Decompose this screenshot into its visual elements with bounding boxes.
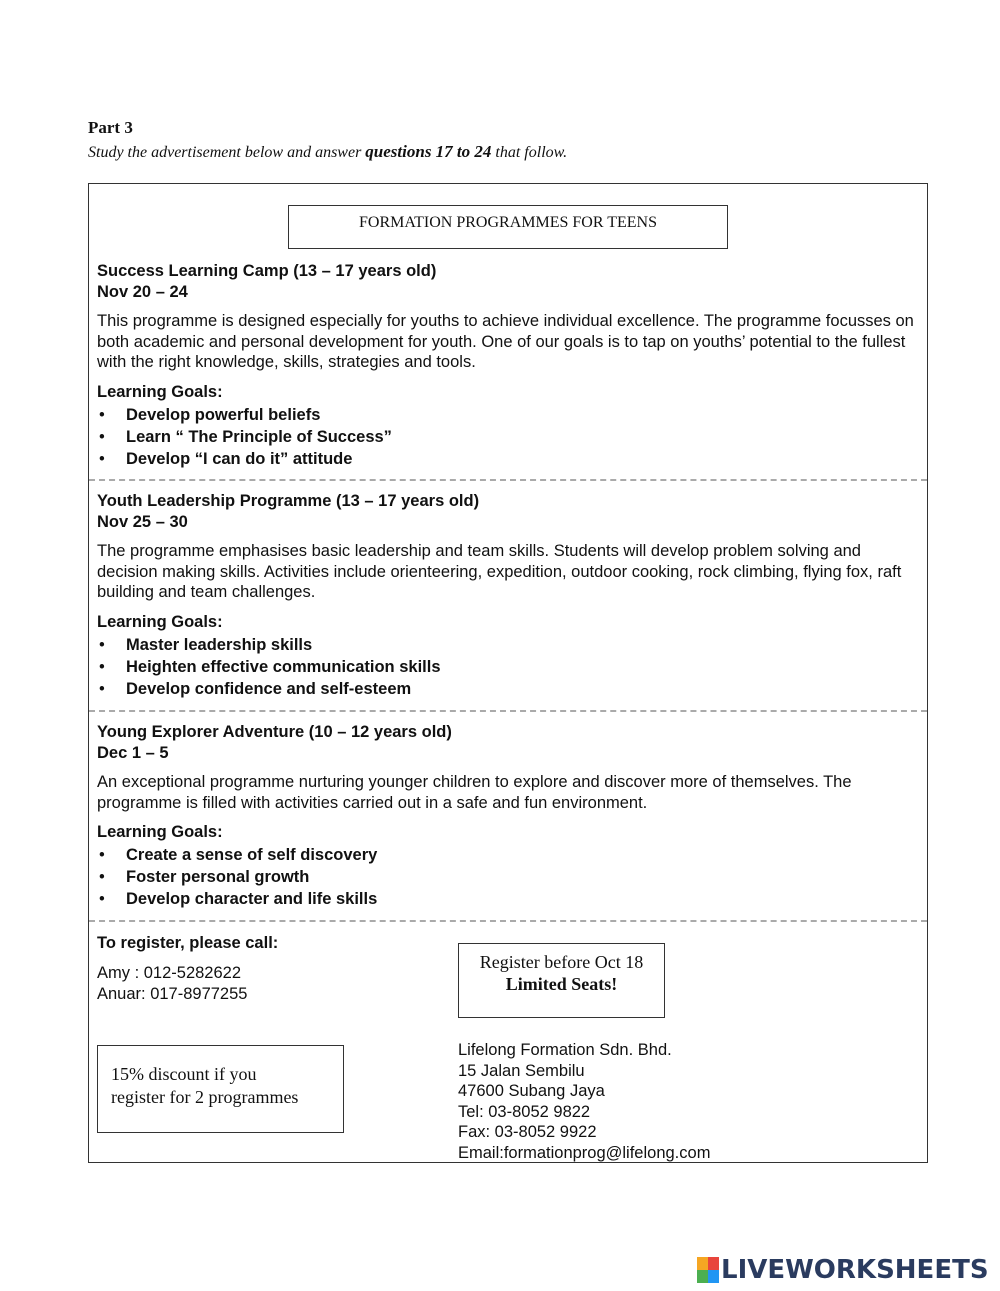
discount-box — [97, 1045, 344, 1133]
logo-text: LIVEWORKSHEETS — [721, 1255, 989, 1285]
bullet-icon: • — [99, 405, 105, 424]
deadline-text: Register before Oct 18 — [479, 952, 644, 972]
goal-item — [97, 426, 922, 448]
goal-item — [97, 866, 922, 888]
part-title: Part 3 — [88, 118, 133, 137]
programme-name: Young Explorer Adventure (10 – 12 years old) — [97, 723, 452, 741]
programme-2 — [97, 491, 922, 700]
goal-item — [97, 404, 922, 426]
goal-item — [97, 634, 922, 656]
goal-text: Develop confidence and self-esteem — [126, 679, 412, 698]
learning-goals-label: Learning Goals: — [97, 382, 223, 401]
learning-goals-list — [97, 634, 922, 700]
goal-text: Develop character and life skills — [126, 890, 378, 908]
bullet-icon: • — [99, 868, 105, 886]
programme-description: This programme is designed especially for youths to achieve individual excellence. The programme focusses on both academic and personal development for youth. One of our goals is to tap on youths’ potential to the fullest with the right knowledge, skills, strategies and tools. — [97, 312, 914, 371]
bullet-icon: • — [99, 657, 105, 676]
learning-goals-label: Learning Goals: — [97, 823, 223, 841]
section-divider — [89, 710, 927, 712]
goal-text: Create a sense of self discovery — [126, 846, 378, 864]
company-name: Lifelong Formation Sdn. Bhd. — [458, 1041, 672, 1059]
section-divider — [89, 920, 927, 922]
section-divider — [89, 479, 927, 481]
goal-text: Heighten effective communication skills — [126, 657, 441, 676]
discount-line-1: 15% discount if you — [111, 1064, 257, 1084]
deadline-box — [458, 943, 665, 1018]
logo-blocks-icon — [697, 1257, 719, 1283]
logo-block — [708, 1257, 719, 1270]
goal-text: Foster personal growth — [126, 868, 310, 886]
contact-amy: Amy : 012-5282622 — [97, 964, 242, 982]
bullet-icon: • — [99, 427, 105, 446]
goal-item — [97, 844, 922, 866]
address-line-1: 15 Jalan Sembilu — [458, 1061, 585, 1080]
liveworksheets-logo — [697, 1255, 989, 1285]
instruction-pre: Study the advertisement below and answer — [88, 144, 366, 161]
programme-description: An exceptional programme nurturing younger children to explore and discover more of themselves. The programme is filled with activities carried out in a safe and fun environment. — [97, 773, 852, 812]
programme-dates: Nov 25 – 30 — [97, 513, 188, 531]
register-heading: To register, please call: — [97, 934, 279, 952]
contact-anuar: Anuar: 017-8977255 — [97, 984, 248, 1003]
company-tel: Tel: 03-8052 9822 — [458, 1102, 591, 1121]
learning-goals-label: Learning Goals: — [97, 612, 223, 631]
bullet-icon: • — [99, 635, 105, 654]
goal-text: Master leadership skills — [126, 635, 313, 654]
programme-3 — [97, 722, 922, 910]
programme-1 — [97, 261, 922, 470]
goal-text: Develop “I can do it” attitude — [126, 449, 353, 468]
programme-name: Youth Leadership Programme (13 – 17 years old) — [97, 492, 480, 510]
goal-text: Develop powerful beliefs — [126, 405, 321, 424]
instruction-post: that follow. — [491, 144, 568, 161]
discount-line-2: register for 2 programmes — [111, 1087, 299, 1107]
goal-item — [97, 448, 922, 470]
learning-goals-list — [97, 844, 922, 910]
logo-block — [708, 1270, 719, 1283]
registration-info — [97, 933, 278, 1004]
goal-item — [97, 656, 922, 678]
programme-description: The programme emphasises basic leadership and team skills. Students will develop problem solving and decision making skills. Activities include orienteering, expedition, outdoor cooking, rock climbing, flying fox, raft building and team challenges. — [97, 542, 902, 601]
logo-block — [697, 1270, 708, 1283]
limited-seats-text: Limited Seats! — [505, 974, 618, 994]
programme-name: Success Learning Camp (13 – 17 years old) — [97, 262, 437, 280]
programme-dates: Nov 20 – 24 — [97, 283, 188, 301]
bullet-icon: • — [99, 846, 105, 864]
goal-item — [97, 888, 922, 910]
advertisement-title: FORMATION PROGRAMMES FOR TEENS — [288, 205, 728, 249]
instruction — [88, 142, 567, 162]
goal-item — [97, 678, 922, 700]
bullet-icon: • — [99, 449, 105, 468]
instruction-questions: questions 17 to 24 — [365, 142, 492, 161]
goal-text: Learn “ The Principle of Success” — [126, 427, 392, 446]
bullet-icon: • — [99, 679, 105, 698]
company-email: Email:formationprog@lifelong.com — [458, 1143, 711, 1162]
logo-block — [697, 1257, 708, 1270]
bullet-icon: • — [99, 890, 105, 908]
company-address — [458, 1040, 710, 1163]
learning-goals-list — [97, 404, 922, 470]
company-fax: Fax: 03-8052 9922 — [458, 1123, 597, 1141]
programme-dates: Dec 1 – 5 — [97, 744, 169, 762]
address-line-2: 47600 Subang Jaya — [458, 1082, 605, 1100]
